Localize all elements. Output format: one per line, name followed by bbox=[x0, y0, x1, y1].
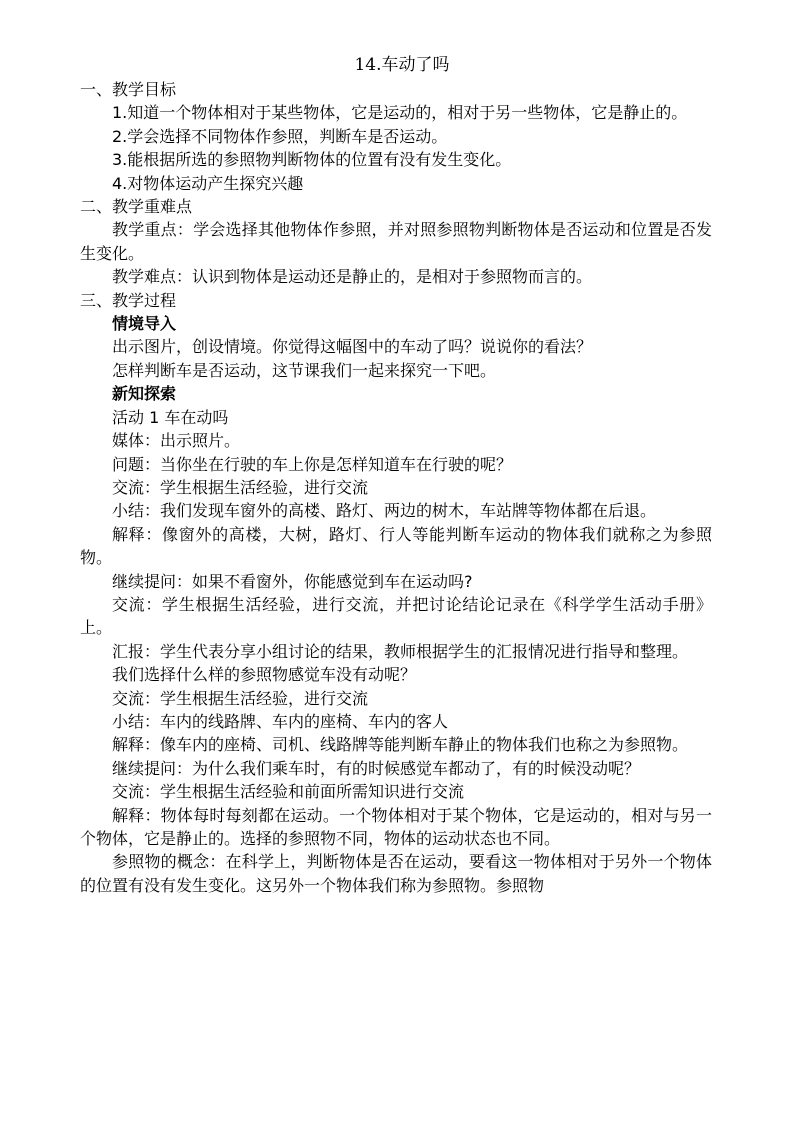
section-heading: 二、教学重难点 bbox=[80, 197, 193, 217]
paragraph: 交流：学生根据生活经验和前面所需知识进行交流 bbox=[112, 782, 465, 802]
paragraph: 1.知道一个物体相对于某些物体，它是运动的，相对于另一些物体，它是静止的。 bbox=[112, 103, 688, 123]
paragraph: 解释：像窗外的高楼，大树，路灯、行人等能判断车运动的物体我们就称之为参照物。 bbox=[80, 524, 712, 568]
paragraph: 3.能根据所选的参照物判断物体的位置有没有发生变化。 bbox=[112, 150, 512, 170]
paragraph: 2.学会选择不同物体作参照，判断车是否运动。 bbox=[112, 126, 448, 146]
paragraph: 教学难点：认识到物体是运动还是静止的，是相对于参照物而言的。 bbox=[112, 267, 593, 287]
paragraph: 媒体：出示照片。 bbox=[112, 431, 241, 451]
paragraph: 继续提问：如果不看窗外，你能感觉到车在运动吗? bbox=[112, 571, 473, 591]
paragraph: 解释：像车内的座椅、司机、线路牌等能判断车静止的物体我们也称之为参照物。 bbox=[112, 735, 689, 755]
paragraph: 交流：学生根据生活经验，进行交流，并把讨论结论记录在《科学学生活动手册》上。 bbox=[80, 594, 712, 638]
paragraph: 汇报：学生代表分享小组讨论的结果，教师根据学生的汇报情况进行指导和整理。 bbox=[112, 641, 689, 661]
paragraph: 交流：学生根据生活经验，进行交流 bbox=[112, 688, 369, 708]
paragraph: 怎样判断车是否运动，这节课我们一起来探究一下吧。 bbox=[112, 360, 497, 380]
paragraph: 解释：物体每时每刻都在运动。一个物体相对于某个物体，它是运动的，相对与另一个物体，它是静止的。选择的参照物不同，物体的运动状态也不同。 bbox=[80, 805, 712, 848]
paragraph: 活动 1 车在动吗 bbox=[112, 407, 229, 427]
paragraph: 问题：当你坐在行驶的车上你是怎样知道车在行驶的呢？ bbox=[112, 454, 513, 474]
document-title: 14.车动了吗 bbox=[354, 55, 450, 75]
paragraph: 出示图片，创设情境。你觉得这幅图中的车动了吗？说说你的看法？ bbox=[112, 337, 593, 357]
paragraph: 小结：车内的线路牌、车内的座椅、车内的客人 bbox=[112, 711, 449, 731]
subsection-heading: 情境导入 bbox=[112, 314, 177, 334]
paragraph: 教学重点：学会选择其他物体作参照，并对照参照物判断物体是否运动和位置是否发生变化。 bbox=[80, 220, 712, 263]
paragraph: 小结：我们发现车窗外的高楼、路灯、两边的树木，车站牌等物体都在后退。 bbox=[112, 501, 657, 521]
subsection-heading: 新知探索 bbox=[112, 384, 177, 404]
section-heading: 三、教学过程 bbox=[80, 290, 177, 310]
paragraph: 交流：学生根据生活经验，进行交流 bbox=[112, 477, 369, 497]
paragraph: 继续提问：为什么我们乘车时，有的时候感觉车都动了，有的时候没动呢？ bbox=[112, 758, 641, 778]
section-heading: 一、教学目标 bbox=[80, 80, 177, 99]
paragraph: 4.对物体运动产生探究兴趣 bbox=[112, 173, 304, 193]
paragraph: 参照物的概念：在科学上，判断物体是否在运动，要看这一物体相对于另外一个物体的位置有没有发生变化。这另外一个物体我们称为参照物。参照物 bbox=[80, 852, 712, 895]
paragraph: 我们选择什么样的参照物感觉车没有动呢？ bbox=[112, 665, 417, 685]
document-body bbox=[80, 78, 712, 897]
